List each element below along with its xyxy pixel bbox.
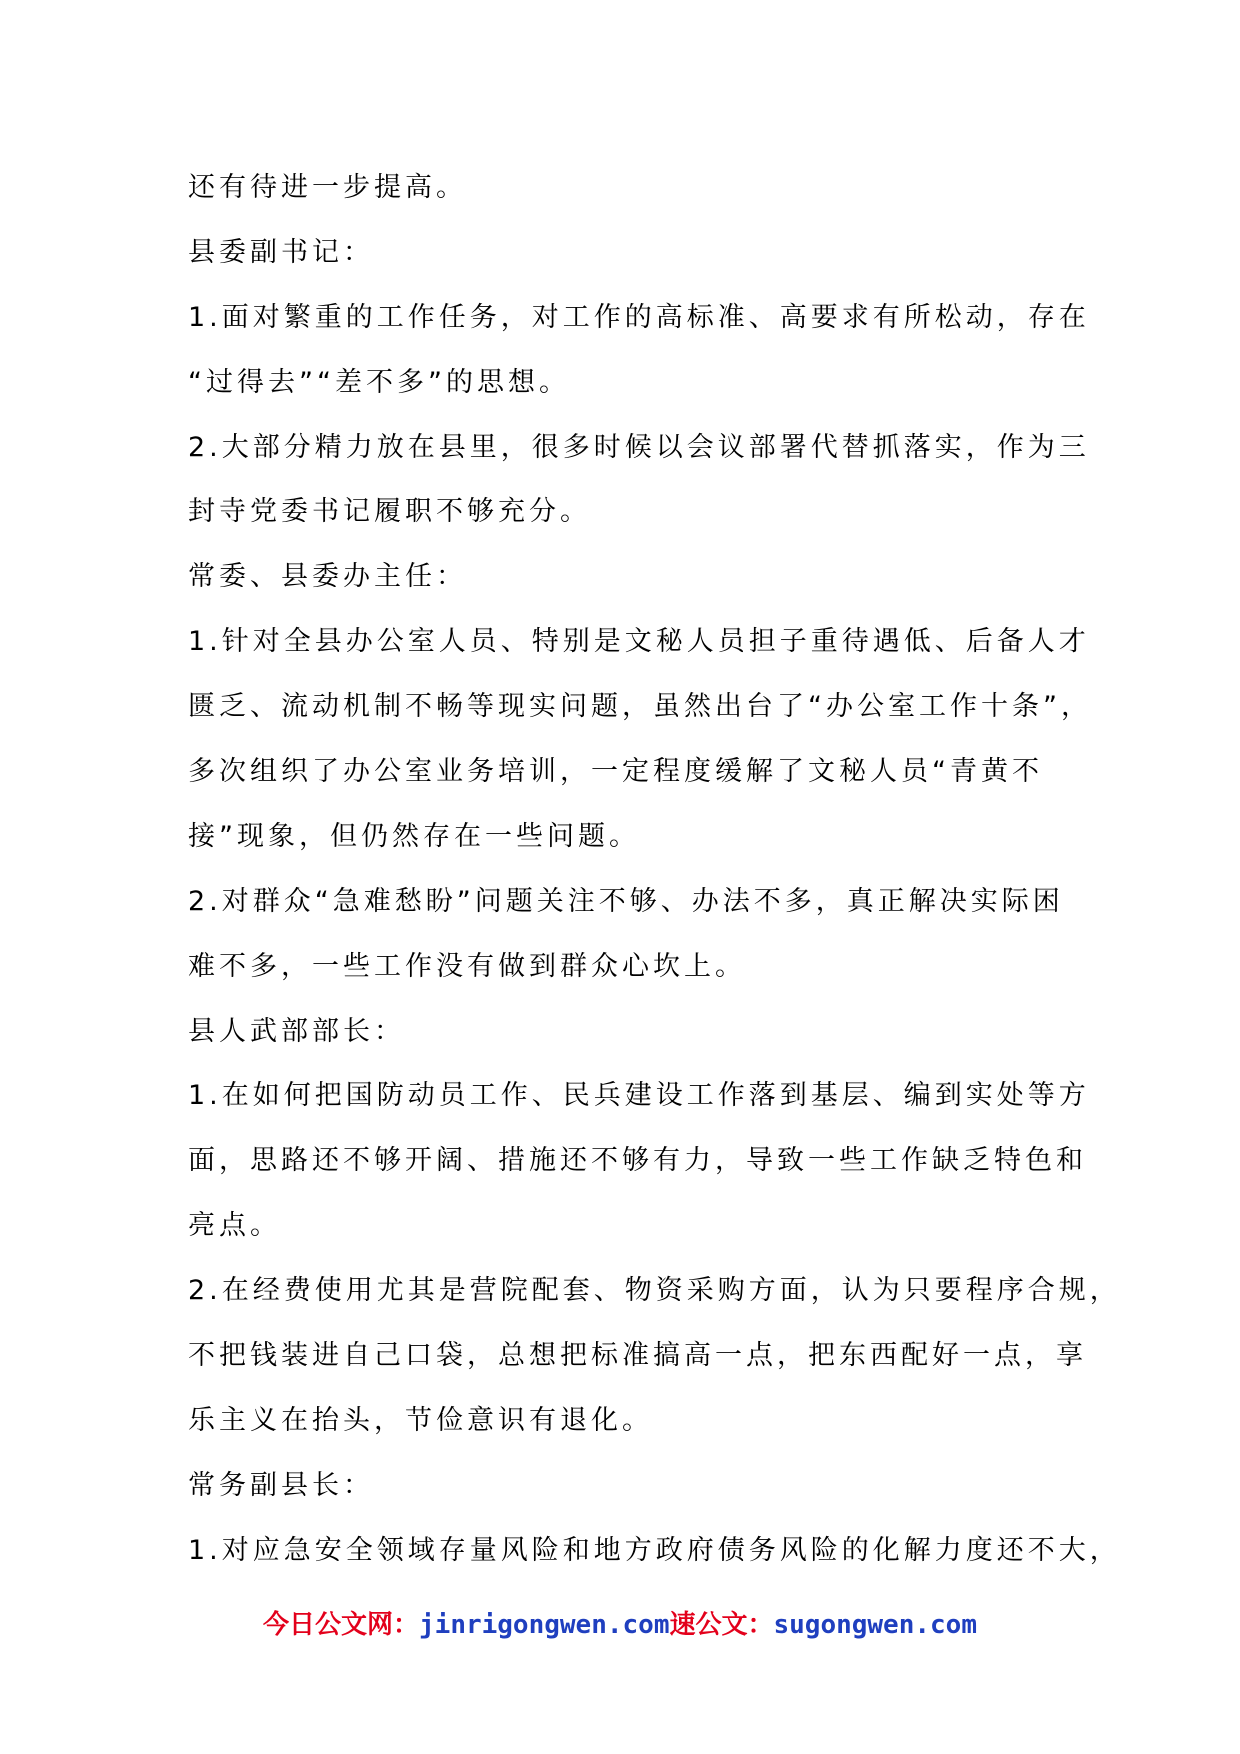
- footer-site2-label: 速公文：: [669, 1610, 774, 1640]
- text-line: 接”现象，但仍然存在一些问题。: [188, 820, 640, 852]
- footer-site1-url[interactable]: jinrigongwen.com: [419, 1610, 670, 1640]
- footer-watermark: [0, 1604, 1240, 1641]
- text-line: 乐主义在抬头，节俭意识有退化。: [188, 1404, 653, 1436]
- section-heading: 县人武部部长：: [188, 1015, 405, 1047]
- text-line: 还有待进一步提高。: [188, 172, 467, 203]
- text-line: 面，思路还不够开阔、措施还不够有力，导致一些工作缺乏特色和: [188, 1145, 1087, 1177]
- text-line: 1.在如何把国防动员工作、民兵建设工作落到基层、编到实处等方: [188, 1080, 1090, 1112]
- footer-site1-label: 今日公文网：: [263, 1610, 420, 1640]
- text-line: 不把钱装进自己口袋，总想把标准搞高一点，把东西配好一点，享: [188, 1340, 1087, 1372]
- text-line: 1.面对繁重的工作任务，对工作的高标准、高要求有所松动，存在: [188, 301, 1090, 333]
- text-line: 亮点。: [188, 1210, 281, 1242]
- section-heading: 常委、县委办主任：: [188, 561, 467, 593]
- text-line: 1.针对全县办公室人员、特别是文秘人员担子重待遇低、后备人才: [188, 626, 1090, 658]
- text-line: 匮乏、流动机制不畅等现实问题，虽然出台了“办公室工作十条”，: [188, 691, 1092, 723]
- section-heading: 县委副书记：: [188, 236, 374, 268]
- text-line: “过得去”“差不多”的思想。: [188, 366, 570, 398]
- document-body: [188, 168, 1121, 1596]
- text-line: 多次组织了办公室业务培训，一定程度缓解了文秘人员“青黄不: [188, 756, 1043, 788]
- text-line: 2.大部分精力放在县里，很多时候以会议部署代替抓落实，作为三: [188, 431, 1090, 463]
- footer-site2-url[interactable]: sugongwen.com: [773, 1610, 977, 1640]
- text-line: 难不多，一些工作没有做到群众心坎上。: [188, 950, 746, 982]
- section-heading: 常务副县长：: [188, 1469, 374, 1501]
- text-line: 2.在经费使用尤其是营院配套、物资采购方面，认为只要程序合规，: [188, 1275, 1121, 1307]
- text-line: 2.对群众“急难愁盼”问题关注不够、办法不多，真正解决实际困: [188, 885, 1064, 917]
- text-line: 1.对应急安全领域存量风险和地方政府债务风险的化解力度还不大，: [188, 1534, 1121, 1566]
- text-line: 封寺党委书记履职不够充分。: [188, 496, 591, 528]
